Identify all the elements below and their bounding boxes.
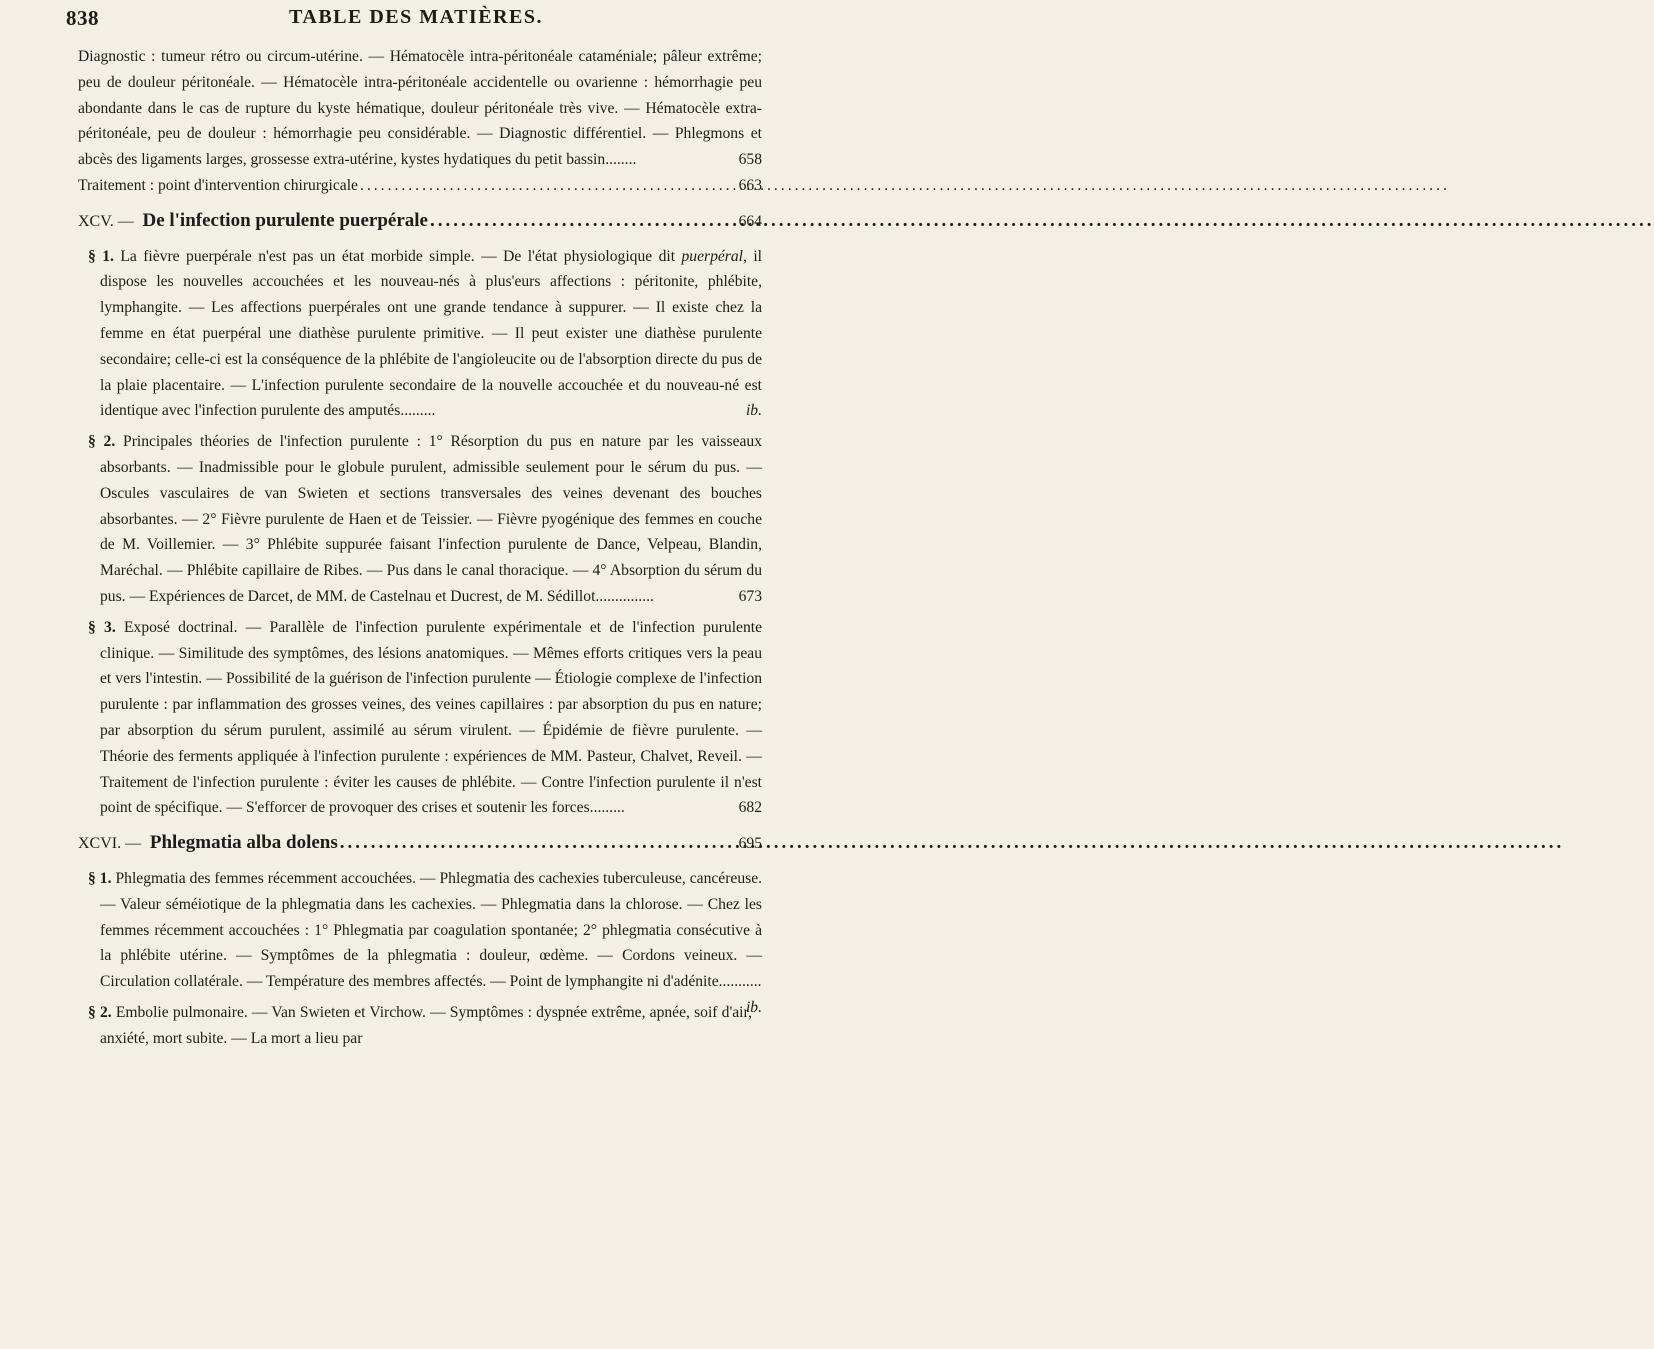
toc-page-ref: 695 bbox=[738, 835, 762, 853]
section-mark: § 1. bbox=[88, 869, 112, 887]
toc-page-ref: 658 bbox=[738, 151, 762, 169]
toc-page-ref: 682 bbox=[738, 799, 762, 817]
running-head bbox=[66, 6, 766, 36]
section-text-continued: , il dispose les nouvelles accouchées et les nouveau-nés à plus'eurs affections : péritonite, phlébite, lymphangite. — Les affections puerpérales ont une grande tendance à suppurer. — Il existe chez la femme en état puerpéral une diathèse purulente primitive. — Il peut exister une diathèse purulente secondaire; celle-ci est la conséquence de la phlébite de l'angioleucite ou de l'absorption directe du pus de la plaie placentaire. — L'infection purulente secondaire de la nouvelle accouchée et du nouveau-né est identique avec l'infection purulente des amputés bbox=[100, 247, 762, 420]
leader-dots bbox=[340, 830, 728, 856]
chapter-number: XCVI. — bbox=[78, 835, 142, 853]
toc-entry-diagnostic bbox=[78, 44, 762, 173]
toc-entry-text: Traitement : point d'intervention chirurgicale bbox=[78, 176, 358, 194]
page-number: 838 bbox=[66, 6, 99, 30]
section-emphasis: puerpéral bbox=[681, 247, 743, 265]
running-title: TABLE DES MATIÈRES. bbox=[289, 6, 543, 28]
section-text: Principales théories de l'infection purulente : 1° Résorption du pus en nature par les vaisseaux absorbants. — Inadmissible pour le globule purulent, admissible seulement pour le sérum du pus. — Oscules vasculaires de van Swieten et sections transversales des veines devenant des bouches absorbantes. — 2° Fièvre purulente de Haen et de Teissier. — Fièvre pyogénique des femmes en couche de M. Voillemier. — 3° Phlébite suppurée faisant l'infection purulente de Dance, Velpeau, Blandin, Maréchal. — Phlébite capillaire de Ribes. — Pus dans le canal thoracique. — 4° Absorption du sérum du pus. — Expériences de Darcet, de MM. de Castelnau et Ducrest, de M. Sédillot bbox=[100, 433, 762, 605]
toc-page-ref: ib. bbox=[745, 998, 762, 1016]
toc-entry-traitement bbox=[78, 173, 762, 199]
section-xcv-1 bbox=[88, 244, 762, 425]
chapter-title: Phlegmatia alba dolens bbox=[149, 832, 338, 854]
toc-page-ref: ib. bbox=[745, 402, 762, 420]
toc-page-ref: 663 bbox=[738, 176, 762, 194]
chapter-heading-xcv bbox=[78, 208, 762, 235]
leader-dots: ............... bbox=[595, 587, 654, 605]
leader-dots: ......... bbox=[400, 402, 436, 420]
chapter-heading-xcvi bbox=[78, 830, 762, 857]
leader-dots: ......... bbox=[589, 799, 625, 817]
leader-dots bbox=[430, 208, 728, 234]
table-of-contents-body bbox=[78, 44, 763, 1056]
toc-page-ref: 664 bbox=[738, 212, 762, 230]
page bbox=[0, 0, 800, 1349]
section-mark: § 3. bbox=[88, 618, 116, 636]
leader-dots bbox=[360, 173, 728, 199]
section-xcvi-2 bbox=[88, 1000, 762, 1052]
chapter-title: De l'infection purulente puerpérale bbox=[142, 209, 428, 231]
section-text: Embolie pulmonaire. — Van Swieten et Virchow. — Symptômes : dyspnée extrême, apnée, soif d'air, anxiété, mort subite. — La mort a lieu par bbox=[100, 1003, 752, 1047]
chapter-number: XCV. — bbox=[78, 212, 134, 230]
toc-entry-text: Diagnostic : tumeur rétro ou circum-utérine. — Hématocèle intra-péritonéale cataméniale; pâleur extrême; peu de douleur péritonéale. — Hématocèle intra-péritonéale accidentelle ou ovarienne : hémorrhagie peu abondante dans le cas de rupture du kyste hématique, douleur péritonéale très vive. — Hématocèle extra-péritonéale, peu de douleur : hémorrhagie peu considérable. — Diagnostic différentiel. — Phlegmons et abcès des ligaments larges, grossesse extra-utérine, kystes hydatiques du petit bassin bbox=[78, 48, 762, 169]
section-mark: § 2. bbox=[88, 433, 116, 451]
section-text: Phlegmatia des femmes récemment accouchées. — Phlegmatia des cachexies tuberculeuse, cancéreuse. — Valeur séméiotique de la phlegmatia dans les cachexies. — Phlegmatia dans la chlorose. — Chez les femmes récemment accouchées : 1° Phlegmatia par coagulation spontanée; 2° phlegmatia consécutive à la phlébite utérine. — Symptômes de la phlegmatia : douleur, œdème. — Cordons veineux. — Circulation collatérale. — Température des membres affectés. — Point de lymphangite ni d'adénite bbox=[100, 869, 763, 991]
leader-dots: ........... bbox=[718, 973, 762, 991]
toc-page-ref: 673 bbox=[738, 587, 762, 605]
section-xcv-2 bbox=[88, 429, 762, 610]
section-mark: § 2. bbox=[88, 1003, 112, 1021]
section-xcvi-1 bbox=[88, 866, 763, 1016]
section-text: La fièvre puerpérale n'est pas un état morbide simple. — De l'état physiologique dit bbox=[120, 247, 682, 265]
section-xcv-3 bbox=[88, 615, 762, 821]
leader-dots: ........ bbox=[605, 151, 637, 169]
section-text: Exposé doctrinal. — Parallèle de l'infection purulente expérimentale et de l'infection purulente clinique. — Similitude des symptômes, des lésions anatomiques. — Mêmes efforts critiques vers la peau et vers l'intestin. — Possibilité de la guérison de l'infection purulente — Étiologie complexe de l'infection purulente : par inflammation des grosses veines, des veines capillaires : par absorption du pus en nature; par absorption du sérum purulent, assimilé au sérum virulent. — Épidémie de fièvre purulente. — Théorie des ferments appliquée à l'infection purulente : expériences de MM. Pasteur, Chalvet, Reveil. — Traitement de l'infection purulente : éviter les causes de phlébite. — Contre l'infection purulente il n'est point de spécifique. — S'efforcer de provoquer des crises et soutenir les forces bbox=[100, 618, 762, 817]
section-mark: § 1. bbox=[88, 247, 114, 265]
